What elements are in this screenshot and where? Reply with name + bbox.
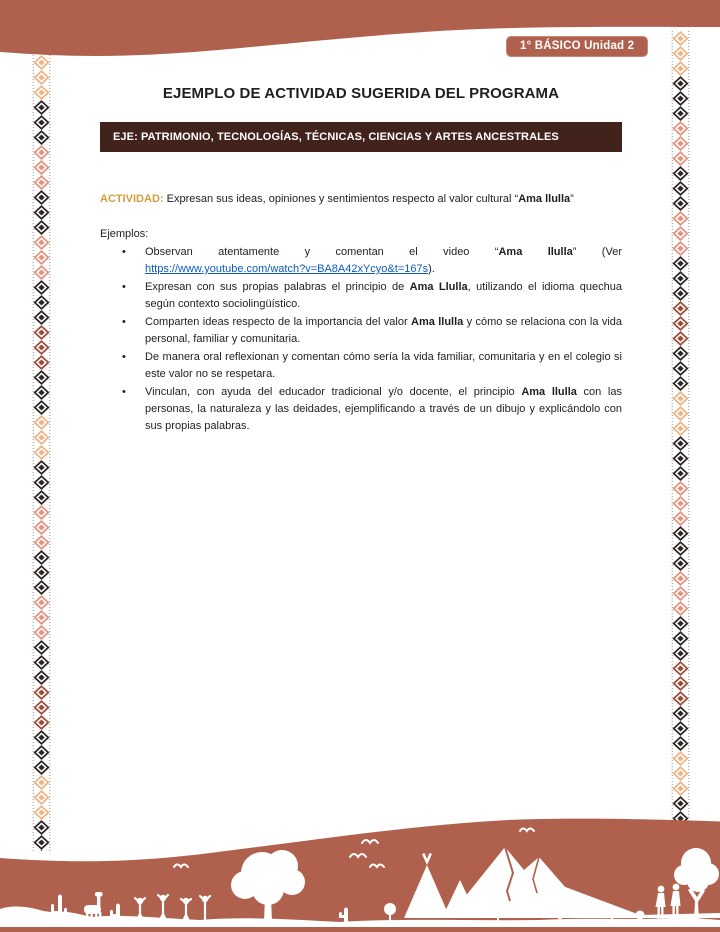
text-segment: Expresan sus ideas, opiniones y sentimientos respecto al valor cultural “ [163, 193, 519, 205]
text-segment: Comparten ideas respecto de la importancia del valor [145, 316, 412, 328]
right-textile-border-decoration [671, 31, 690, 822]
youtube-link[interactable]: https://www.youtube.com/watch?v=BA8A42xYcyo&t=167s [145, 263, 429, 275]
text-segment: Observan atentamente y comentan el video “ [145, 246, 499, 258]
list-item [145, 244, 622, 278]
bold-term: Ama Llulla [409, 281, 468, 293]
text-segment: De manera oral reflexionan y comentan cómo sería la vida familiar, comunitaria y en el colegio si este valor no se respetara. [145, 351, 622, 380]
activity-label: ACTIVIDAD: [100, 193, 164, 205]
text-segment: ” [570, 193, 574, 205]
activity-text [164, 193, 574, 205]
text-segment: , utilizando el idioma quechua según contexto sociolingüístico. [145, 281, 622, 310]
eje-banner [100, 122, 622, 152]
header-wave-decoration [0, 0, 720, 70]
list-item [145, 279, 622, 313]
text-segment: Expresan con sus propias palabras el principio de [145, 281, 410, 293]
list-item [145, 384, 622, 435]
bold-term: Ama llulla [498, 246, 573, 258]
list-item [145, 314, 622, 348]
eje-banner-label: EJE: PATRIMONIO, TECNOLOGÍAS, TÉCNICAS, CIENCIAS Y ARTES ANCESTRALES [113, 131, 559, 143]
list-item [145, 349, 622, 383]
bold-term: Ama llulla [521, 386, 577, 398]
text-segment: con las personas, la naturaleza y las deidades, ejemplificando a través de un dibujo y explicándolo con sus propias palabras. [145, 386, 622, 432]
text-segment: ). [428, 263, 435, 275]
examples-heading: Ejemplos: [100, 228, 149, 240]
text-segment: ” (Ver [572, 246, 622, 258]
page-title: EJEMPLO DE ACTIVIDAD SUGERIDA DEL PROGRAMA [162, 85, 560, 102]
left-textile-border-decoration [32, 55, 51, 851]
text-segment: y cómo se relaciona con la vida personal, familiar y comunitaria. [145, 316, 622, 345]
unit-badge: 1° BÁSICO Unidad 2 [506, 36, 648, 57]
bold-term: Ama llulla [411, 316, 464, 328]
text-segment: Vinculan, con ayuda del educador tradicional y/o docente, el principio [145, 386, 522, 398]
bold-term: Ama llulla [518, 193, 571, 205]
footer-landscape-illustration [0, 817, 720, 932]
activity-line [100, 191, 622, 208]
examples-list [100, 244, 622, 436]
